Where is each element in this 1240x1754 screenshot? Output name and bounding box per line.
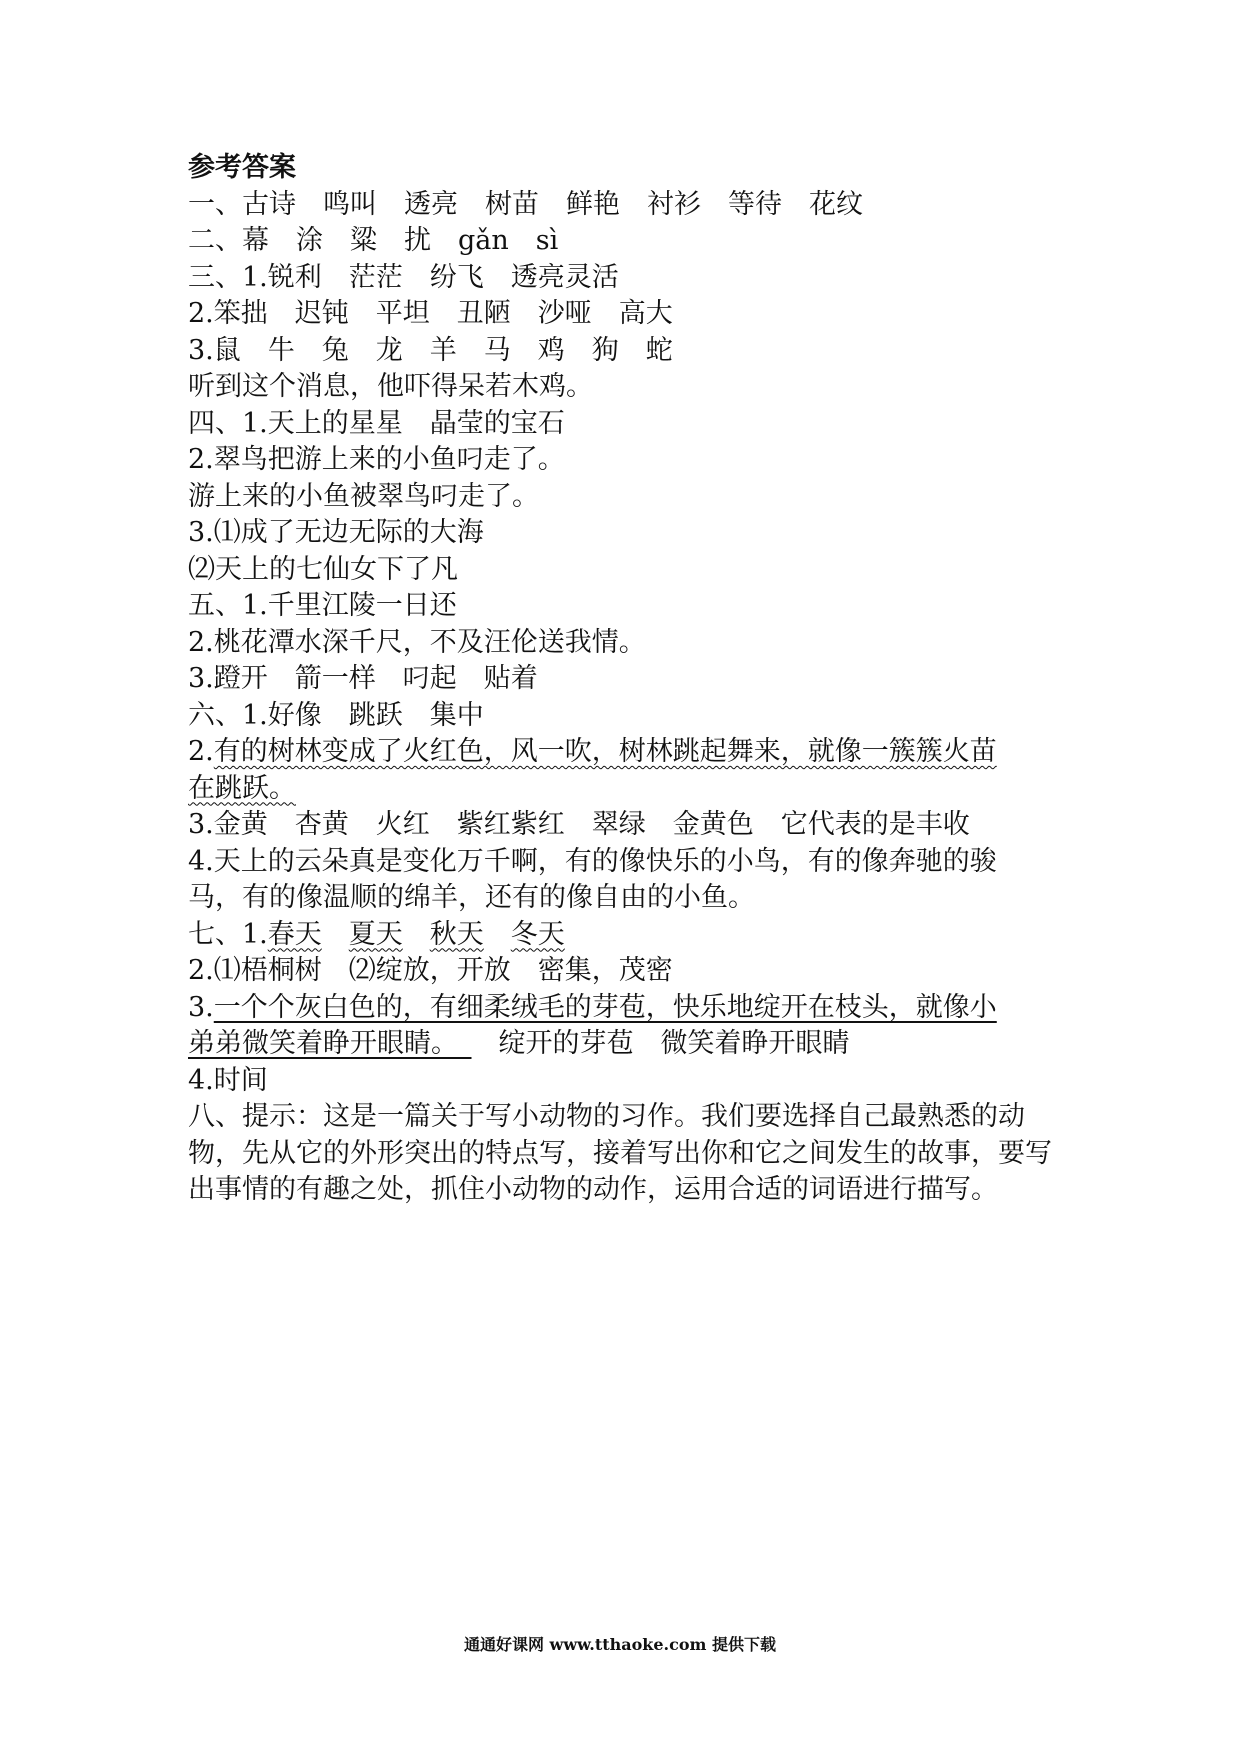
answer-line: 2.桃花潭水深千尺，不及汪伦送我情。 — [188, 626, 646, 658]
footer-credit: 通通好课网 www.tthaoke.com 提供下载 — [463, 1635, 777, 1654]
answer-line: 2.⑴梧桐树 ⑵绽放，开放 密集，茂密 — [188, 955, 673, 986]
answer-line: 2.翠鸟把游上来的小鱼叼走了。 — [188, 444, 565, 475]
wavy-underlined-sentence: 在跳跃。 — [188, 772, 296, 804]
answer-title: 参考答案 — [188, 152, 296, 183]
answer-line-qi-3 — [188, 990, 1058, 1027]
answer-line: 2.笨拙 迟钝 平坦 丑陋 沙哑 高大 — [188, 298, 673, 329]
answer-line-qi-1 — [188, 917, 1058, 954]
season-word: 夏天 — [348, 918, 403, 950]
answer-line: 4.时间 — [188, 1064, 268, 1096]
answer-line: 听到这个消息，他吓得呆若木鸡。 — [188, 371, 593, 402]
season-word: 秋天 — [429, 918, 484, 950]
answer-line: 二、幕 涂 粱 扰 gǎn sì — [188, 225, 559, 256]
answer-line-liu-2-cont — [188, 771, 1058, 808]
answer-line-qi-3-cont — [188, 1026, 1058, 1063]
wavy-underlined-sentence: 有的树林变成了火红色，风一吹，树林跳起舞来，就像一簇簇火苗 — [213, 736, 997, 767]
answer-line-liu-2 — [188, 734, 1058, 771]
answer-line: 3.蹬开 箭一样 叼起 贴着 — [188, 663, 538, 694]
item-number: 2. — [188, 736, 214, 767]
answer-content — [188, 150, 1058, 1209]
answer-line: 六、1.好像 跳跃 集中 — [188, 699, 484, 731]
answer-line: 五、1.千里江陵一日还 — [188, 590, 457, 621]
answer-line: 3.金黄 杏黄 火红 紫红紫红 翠绿 金黄色 它代表的是丰收 — [188, 809, 970, 840]
answer-line: 3.鼠 牛 兔 龙 羊 马 鸡 狗 蛇 — [188, 334, 673, 366]
season-word: 春天 — [267, 918, 322, 950]
answer-line: 三、1.锐利 茫茫 纷飞 透亮灵活 — [188, 261, 619, 293]
answer-line: 3.⑴成了无边无际的大海 — [188, 517, 484, 548]
answer-line: 游上来的小鱼被翠鸟叼走了。 — [188, 480, 539, 512]
answer-line: 四、1.天上的星星 晶莹的宝石 — [188, 407, 565, 439]
item-number: 七、1. — [188, 918, 268, 950]
answer-line: 一、古诗 鸣叫 透亮 树苗 鲜艳 衬衫 等待 花纹 — [188, 188, 863, 220]
answer-line: ⑵天上的七仙女下了凡 — [188, 553, 458, 585]
underlined-sentence: 一个个灰白色的，有细柔绒毛的芽苞，快乐地绽开在枝头，就像小 — [213, 991, 997, 1023]
answer-line: 4.天上的云朵真是变化万千啊，有的像快乐的小鸟，有的像奔驰的骏 — [188, 845, 997, 877]
item-number: 3. — [188, 991, 214, 1023]
underlined-sentence: 弟弟微笑着睁开眼睛。 — [188, 1028, 445, 1059]
answer-line: 马，有的像温顺的绵羊，还有的像自由的小鱼。 — [188, 882, 755, 913]
season-word: 冬天 — [510, 918, 565, 950]
writing-hint-paragraph: 八、提示：这是一篇关于写小动物的习作。我们要选择自己最熟悉的动物，先从它的外形突出的特点写，接着写出你和它之间发生的故事，要写出事情的有趣之处，抓住小动物的动作，运用合适的词语进行描写。 — [188, 1101, 1052, 1205]
answer-text: 绽开的芽苞 微笑着睁开眼睛 — [471, 1028, 850, 1059]
